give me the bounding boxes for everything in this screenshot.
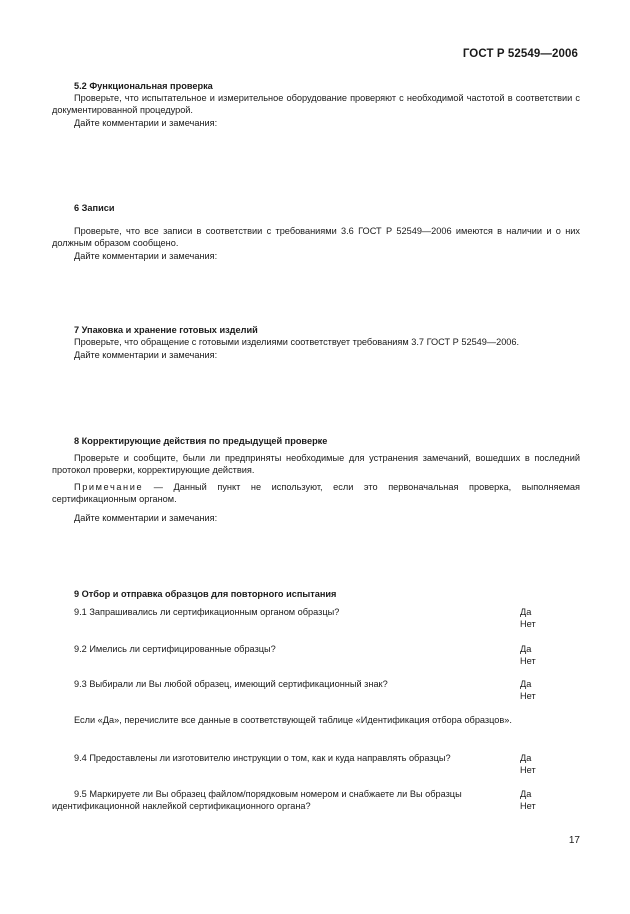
question-9-5: 9.5 Маркируете ли Вы образец файлом/порядковым номером и снабжаете ли Вы образцы идентификационной наклейкой сертификационного органа? xyxy=(52,789,462,812)
question-9-2: 9.2 Имелись ли сертифицированные образцы? xyxy=(74,644,276,654)
section-9-heading: 9 Отбор и отправка образцов для повторного испытания xyxy=(74,589,337,599)
note-label: Примечание xyxy=(74,482,144,492)
answer-yes-9-4: Да xyxy=(520,753,532,763)
answer-yes-9-5: Да xyxy=(520,789,532,799)
question-9-1: 9.1 Запрашивались ли сертификационным органом образцы? xyxy=(74,607,340,617)
section-5-2-heading: 5.2 Функциональная проверка xyxy=(74,81,213,91)
section-8-comment-prompt: Дайте комментарии и замечания: xyxy=(74,513,218,523)
section-5-2-comment-prompt: Дайте комментарии и замечания: xyxy=(74,118,218,128)
if-yes-instruction: Если «Да», перечислите все данные в соответствующей таблице «Идентификация отбора образцов». xyxy=(74,715,512,725)
section-7-heading: 7 Упаковка и хранение готовых изделий xyxy=(74,325,258,335)
answer-no-9-1: Нет xyxy=(520,619,536,629)
answer-no-9-3: Нет xyxy=(520,691,536,701)
section-6-comment-prompt: Дайте комментарии и замечания: xyxy=(74,251,218,261)
section-6-text: Проверьте, что все записи в соответствии с требованиями 3.6 ГОСТ Р 52549—2006 имеются в наличии и о них должным образом сообщено. xyxy=(52,226,580,249)
answer-yes-9-1: Да xyxy=(520,607,532,617)
question-9-4: 9.4 Предоставлены ли изготовителю инструкции о том, как и куда направлять образцы? xyxy=(74,753,451,763)
document-code: ГОСТ Р 52549—2006 xyxy=(462,48,578,60)
section-8-note xyxy=(52,481,580,506)
section-7-text: Проверьте, что обращение с готовыми изделиями соответствует требованиям 3.7 ГОСТ Р 52549—2006. xyxy=(74,337,520,347)
section-6-heading: 6 Записи xyxy=(74,203,115,213)
section-5-2-text: Проверьте, что испытательное и измерительное оборудование проверяют с необходимой частотой в соответствии с документированной процедурой. xyxy=(52,93,580,116)
note-text: — Данный пункт не используют, если это первоначальная проверка, выполняемая сертификационным органом. xyxy=(52,482,580,505)
answer-no-9-4: Нет xyxy=(520,765,536,775)
answer-no-9-2: Нет xyxy=(520,656,536,666)
question-9-3: 9.3 Выбирали ли Вы любой образец, имеющий сертификационный знак? xyxy=(74,679,388,689)
section-7-comment-prompt: Дайте комментарии и замечания: xyxy=(74,350,218,360)
answer-yes-9-2: Да xyxy=(520,644,532,654)
section-8-text: Проверьте и сообщите, были ли предприняты необходимые для устранения замечаний, вошедших в последний протокол проверки, корректирующие действия. xyxy=(52,453,580,476)
section-8-heading: 8 Корректирующие действия по предыдущей проверке xyxy=(74,436,328,446)
answer-yes-9-3: Да xyxy=(520,679,532,689)
page-number: 17 xyxy=(568,835,580,846)
answer-no-9-5: Нет xyxy=(520,801,536,811)
